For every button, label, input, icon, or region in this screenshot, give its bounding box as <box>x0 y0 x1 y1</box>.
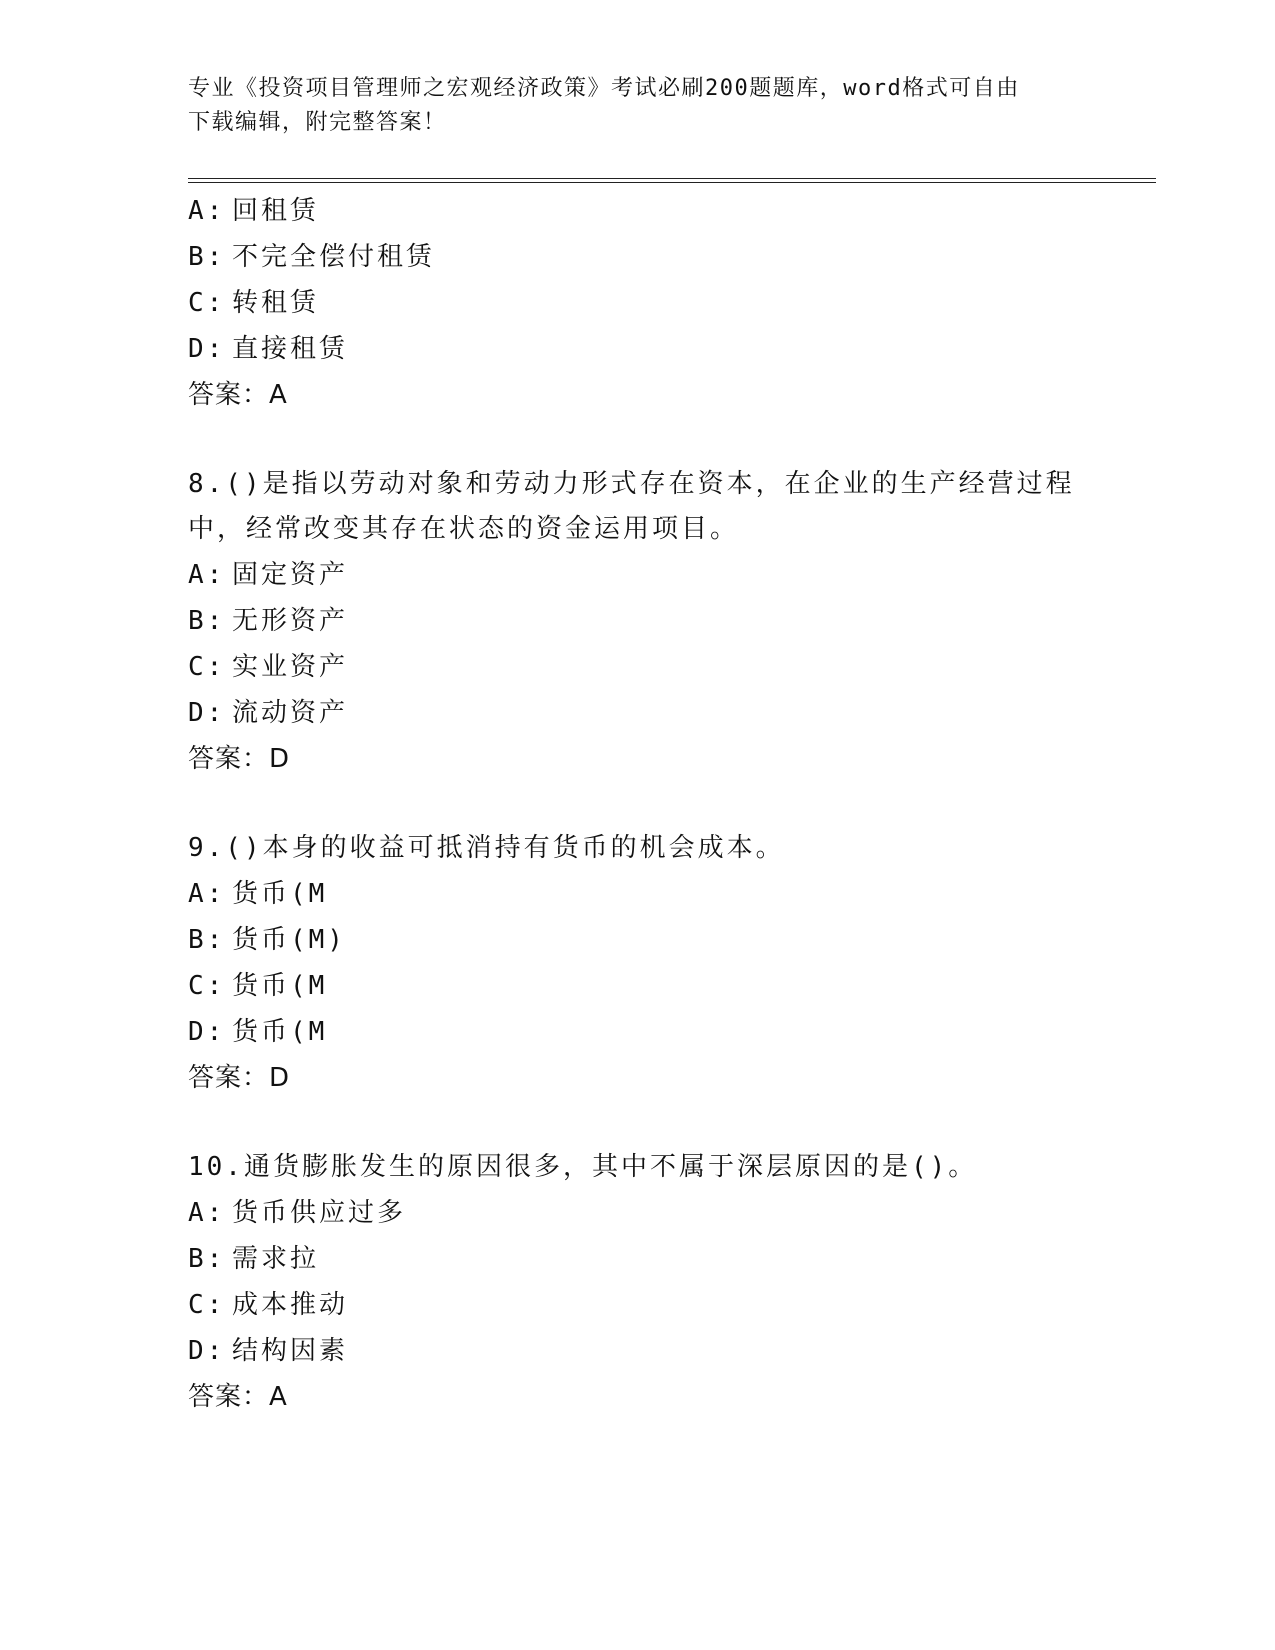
answer-line: 答案：A <box>188 380 288 410</box>
option-letter: C: <box>188 1290 226 1320</box>
question-stem <box>188 462 1088 552</box>
option-d <box>188 1328 1088 1374</box>
option-text: 不完全偿付租赁 <box>232 242 436 272</box>
spacer <box>188 782 1088 826</box>
question-10 <box>188 1145 1088 1420</box>
option-b <box>188 1236 1088 1282</box>
header-rule-top <box>188 178 1156 179</box>
option-text: 结构因素 <box>232 1336 349 1366</box>
question-7 <box>188 188 1088 418</box>
option-c <box>188 1282 1088 1328</box>
option-text: 转租赁 <box>232 288 320 318</box>
option-c <box>188 644 1088 690</box>
document-header <box>188 72 1088 140</box>
option-letter: C: <box>188 288 226 318</box>
question-stem <box>188 826 1088 871</box>
option-d <box>188 326 1088 372</box>
option-d <box>188 690 1088 736</box>
option-text: 货币供应过多 <box>232 1198 407 1228</box>
option-letter: B: <box>188 606 226 636</box>
option-c <box>188 963 1088 1009</box>
question-list <box>188 188 1088 1420</box>
answer-line: 答案：D <box>188 1063 291 1093</box>
answer-line: 答案：A <box>188 1382 288 1412</box>
question-stem <box>188 1145 1088 1190</box>
spacer <box>188 418 1088 462</box>
option-b <box>188 598 1088 644</box>
option-letter: D: <box>188 698 226 728</box>
option-a <box>188 552 1088 598</box>
option-text: 实业资产 <box>232 652 349 682</box>
question-stem-line-2: 中，经常改变其存在状态的资金运用项目。 <box>188 514 740 544</box>
option-letter: B: <box>188 242 226 272</box>
option-letter: B: <box>188 1244 226 1274</box>
option-a <box>188 1190 1088 1236</box>
header-rule-bottom <box>188 182 1156 183</box>
option-text: 直接租赁 <box>232 334 349 364</box>
answer-line: 答案：D <box>188 744 291 774</box>
option-b <box>188 234 1088 280</box>
option-a <box>188 188 1088 234</box>
option-text: 无形资产 <box>232 606 349 636</box>
option-text: 货币(M) <box>232 925 346 955</box>
header-line-2: 下载编辑，附完整答案！ <box>188 110 447 135</box>
option-text: 成本推动 <box>232 1290 349 1320</box>
question-stem-line-1: 9.()本身的收益可抵消持有货币的机会成本。 <box>188 833 785 863</box>
option-text: 回租赁 <box>232 196 320 226</box>
question-9 <box>188 826 1088 1101</box>
option-b <box>188 917 1088 963</box>
option-letter: B: <box>188 925 226 955</box>
question-8 <box>188 462 1088 782</box>
option-letter: A: <box>188 879 226 909</box>
option-d <box>188 1009 1088 1055</box>
header-line-1: 专业《投资项目管理师之宏观经济政策》考试必刷200题题库，word格式可自由 <box>188 76 1020 101</box>
question-stem-line-1: 8.()是指以劳动对象和劳动力形式存在资本，在企业的生产经营过程 <box>188 469 1075 499</box>
option-letter: A: <box>188 560 226 590</box>
option-a <box>188 871 1088 917</box>
option-letter: D: <box>188 1017 226 1047</box>
option-c <box>188 280 1088 326</box>
option-letter: D: <box>188 334 226 364</box>
option-letter: C: <box>188 652 226 682</box>
option-text: 流动资产 <box>232 698 349 728</box>
spacer <box>188 1101 1088 1145</box>
option-letter: A: <box>188 196 226 226</box>
option-letter: A: <box>188 1198 226 1228</box>
option-letter: C: <box>188 971 226 1001</box>
option-text: 固定资产 <box>232 560 349 590</box>
question-stem-line-1: 10.通货膨胀发生的原因很多，其中不属于深层原因的是()。 <box>188 1152 978 1182</box>
option-text: 货币(M <box>232 879 328 909</box>
option-letter: D: <box>188 1336 226 1366</box>
option-text: 货币(M <box>232 971 328 1001</box>
option-text: 货币(M <box>232 1017 328 1047</box>
option-text: 需求拉 <box>232 1244 320 1274</box>
